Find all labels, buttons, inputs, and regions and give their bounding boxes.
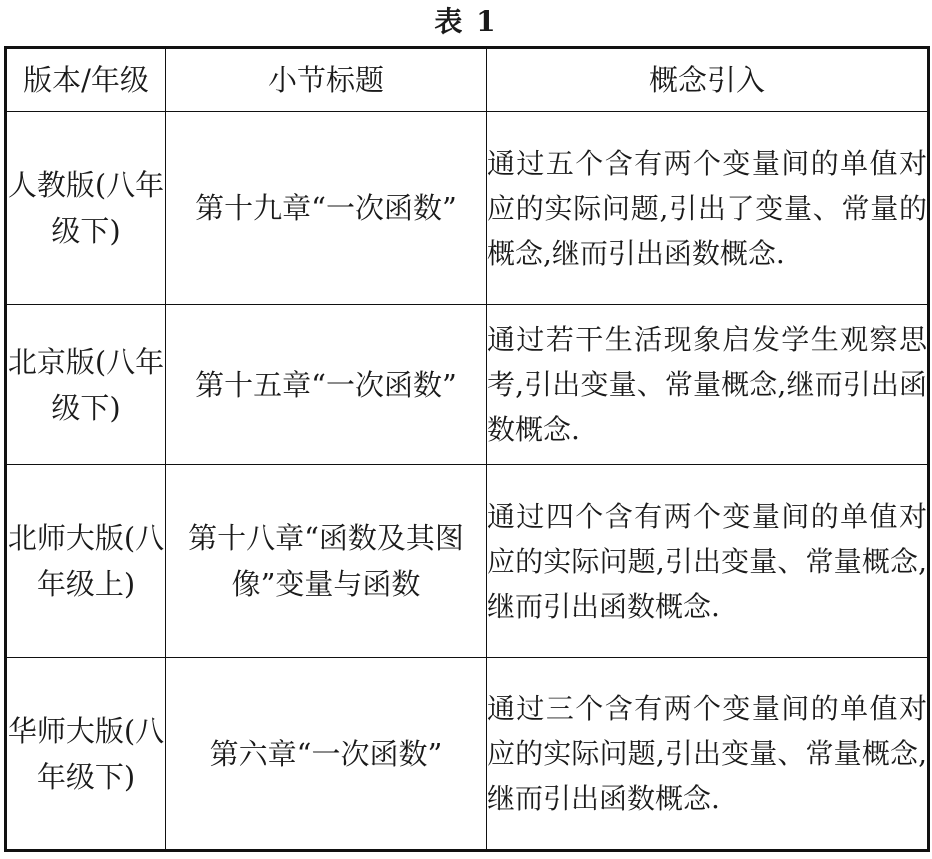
header-row bbox=[6, 48, 929, 112]
table-row bbox=[6, 112, 929, 305]
section-title-cell: 第六章“一次函数” bbox=[166, 658, 487, 851]
table-row bbox=[6, 658, 929, 851]
table-row bbox=[6, 305, 929, 465]
section-title-cell: 第十九章“一次函数” bbox=[166, 112, 487, 305]
textbook-comparison-table bbox=[4, 46, 930, 852]
table-caption: 表 1 bbox=[434, 5, 498, 38]
column-header-section: 小节标题 bbox=[166, 48, 487, 112]
edition-cell: 人教版(八年级下) bbox=[6, 112, 166, 305]
section-title-cell: 第十八章“函数及其图像”变量与函数 bbox=[166, 465, 487, 658]
concept-intro-cell: 通过若干生活现象启发学生观察思考,引出变量、常量概念,继而引出函数概念. bbox=[487, 305, 929, 465]
column-header-concept: 概念引入 bbox=[487, 48, 929, 112]
edition-cell: 北师大版(八年级上) bbox=[6, 465, 166, 658]
column-header-edition: 版本/年级 bbox=[6, 48, 166, 112]
edition-cell: 北京版(八年级下) bbox=[6, 305, 166, 465]
concept-intro-cell: 通过五个含有两个变量间的单值对应的实际问题,引出了变量、常量的概念,继而引出函数概念. bbox=[487, 112, 929, 305]
concept-intro-cell: 通过四个含有两个变量间的单值对应的实际问题,引出变量、常量概念,继而引出函数概念. bbox=[487, 465, 929, 658]
concept-intro-cell: 通过三个含有两个变量间的单值对应的实际问题,引出变量、常量概念,继而引出函数概念. bbox=[487, 658, 929, 851]
edition-cell: 华师大版(八年级下) bbox=[6, 658, 166, 851]
table-row bbox=[6, 465, 929, 658]
section-title-cell: 第十五章“一次函数” bbox=[166, 305, 487, 465]
